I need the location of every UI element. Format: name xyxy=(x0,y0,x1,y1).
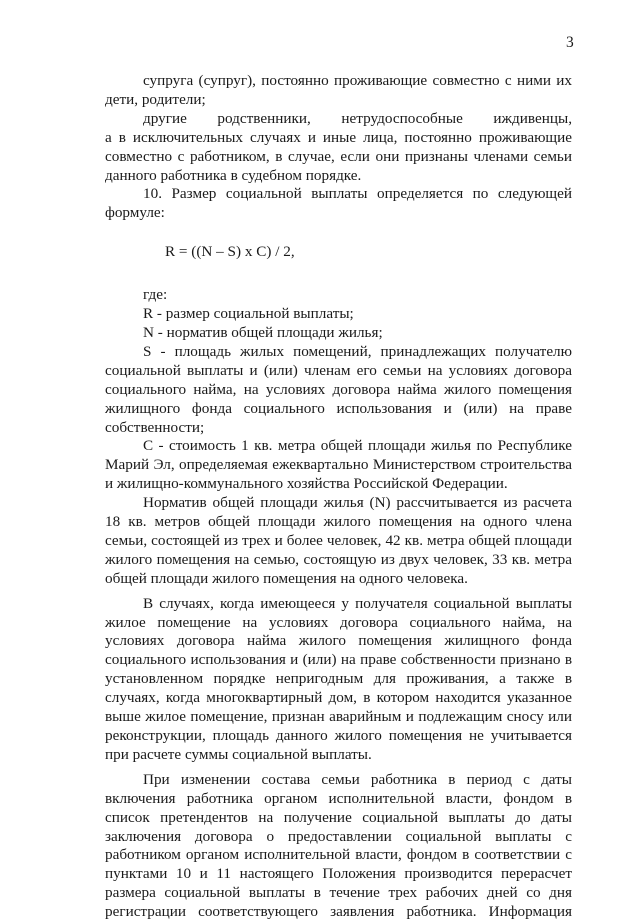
paragraph-family-change: При изменении состава семьи работника в период с даты включения работника органом исполнительной власти, фондом в список претендентов на получение социальной выплаты до даты заключения договора о предоставлении социальной выплаты с работником органом исполнительной власти, фондом в соответствии с пунктами 10 и 11 настоящего Положения производится перерасчет размера социальной выплаты в течение трех рабочих дней со дня регистрации соответствующего заявления работника. Информация xyxy=(105,770,572,921)
definition-s: S - площадь жилых помещений, принадлежащих получателю социальной выплаты и (или) членам его семьи на условиях договора социального найма, на условиях договора найма жилого помещения жилищного фонда социального использования и (или) на праве собственности; xyxy=(105,342,572,436)
paragraph-formula-intro: 10. Размер социальной выплаты определяется по следующей формуле: xyxy=(105,185,572,222)
where-label: где: xyxy=(143,286,168,304)
definition-r: R - размер социальной выплаты; xyxy=(143,305,354,323)
paragraph-unfit-housing: В случаях, когда имеющееся у получателя социальной выплаты жилое помещение на условиях договора социального найма, на условиях договора найма жилого помещения жилищного фонда социального использования и (или) на праве собственности признано в установленном порядке непригодным для проживания, а также в случаях, когда многоквартирный дом, в котором находится указанное выше жилое помещение, признан аварийным и подлежащим сносу или реконструкции, площадь данного жилого помещения не учитывается при расчете суммы социальной выплаты. xyxy=(105,594,572,763)
paragraph-other-relatives: а в исключительных случаях и иные лица, постоянно проживающие совместно с работником, в случае, если они признаны членами семьи данного работника в судебном порядке. xyxy=(105,128,572,184)
page-number: 3 xyxy=(566,34,574,51)
paragraph-other-relatives-line: другие родственники, нетрудоспособные иждивенцы, xyxy=(143,109,572,127)
paragraph-housing-norm: Норматив общей площади жилья (N) рассчитывается из расчета 18 кв. метров общей площади жилого помещения на одного члена семьи, состоящей из трех и более человек, 42 кв. метра общей площади жилого помещения на семью, состоящую из двух человек, 33 кв. метра общей площади жилого помещения на одного человека. xyxy=(105,494,572,587)
paragraph-relatives: супруга (супруг), постоянно проживающие совместно с ними их дети, родители; xyxy=(105,72,572,108)
definition-n: N - норматив общей площади жилья; xyxy=(143,323,383,341)
document-body xyxy=(105,72,572,922)
definition-c: C - стоимость 1 кв. метра общей площади жилья по Республике Марий Эл, определяемая ежеквартально Министерством строительства и жилищно-коммунального хозяйства Российской Федерации. xyxy=(105,437,572,493)
formula: R = ((N – S) x C) / 2, xyxy=(165,243,295,261)
